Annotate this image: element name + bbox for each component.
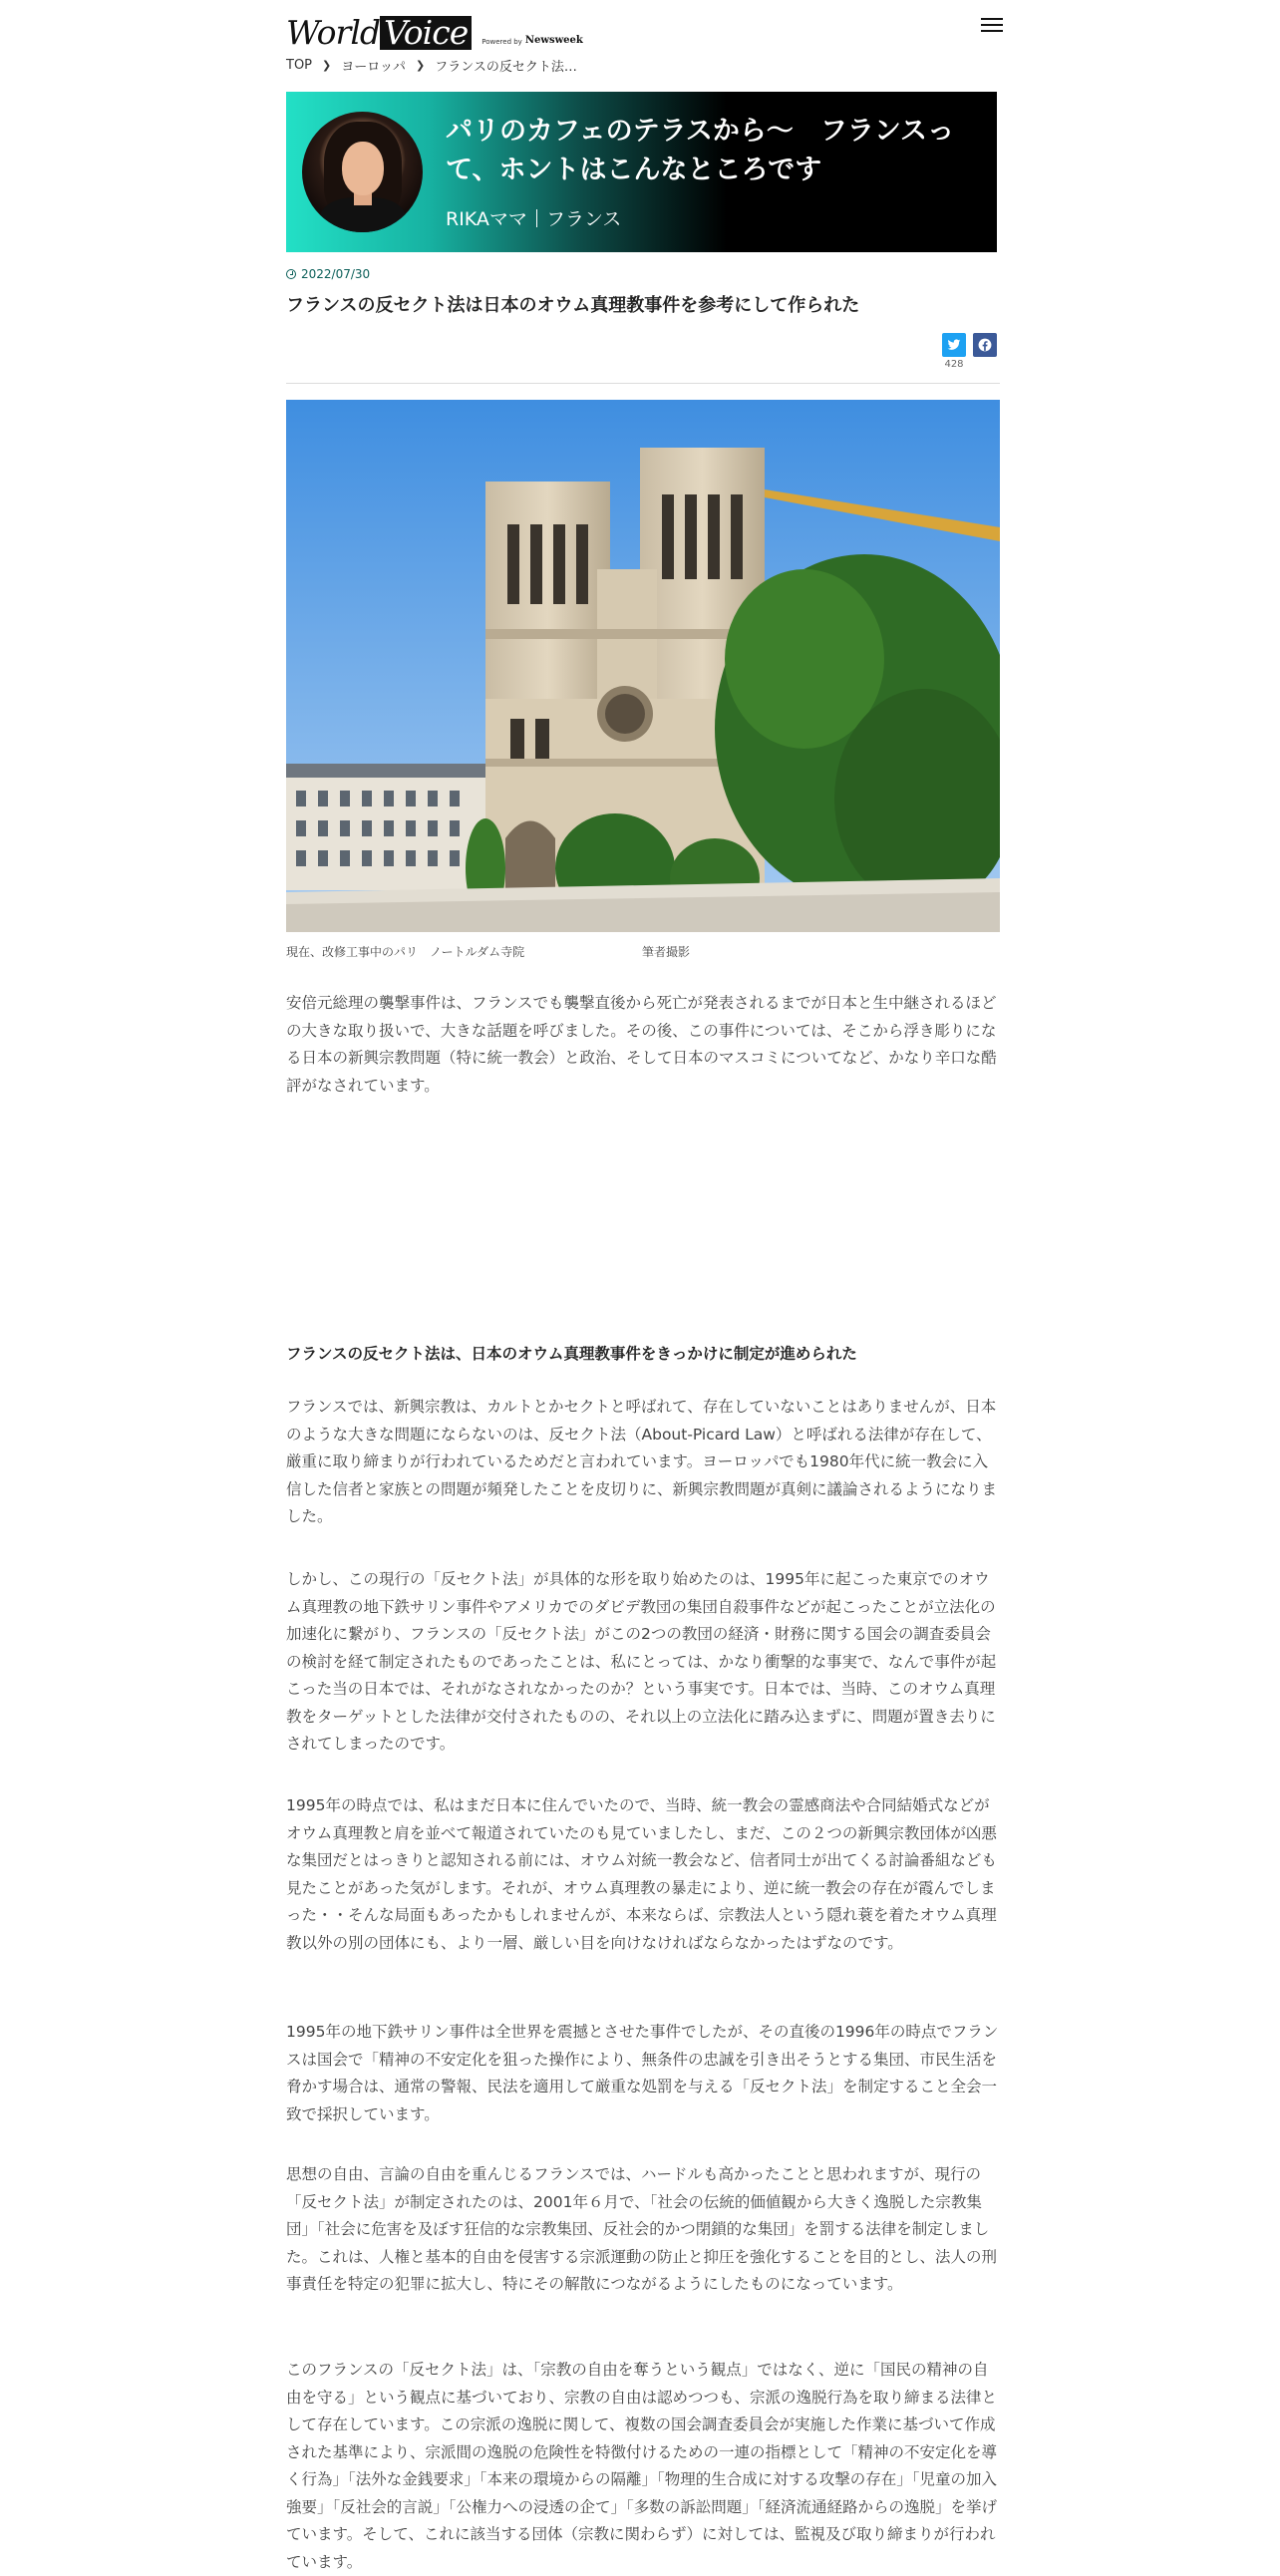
blog-banner[interactable] bbox=[286, 92, 997, 252]
share-bar bbox=[286, 333, 1000, 373]
site-header bbox=[286, 10, 1000, 54]
logo-powered-text: Powered by bbox=[481, 38, 522, 46]
author-name: RIKAママ bbox=[446, 208, 527, 230]
facebook-icon bbox=[978, 338, 992, 352]
author-avatar bbox=[302, 112, 423, 232]
logo-newsweek-text: Newsweek bbox=[524, 35, 583, 46]
logo-world-text: World bbox=[286, 13, 380, 52]
article-paragraph: 思想の自由、言論の自由を重んじるフランスでは、ハードルも高かったことと思われますが、現行の「反セクト法」が制定されたのは、2001年６月で、「社会の伝統的価値観から大きく逸脱した宗教集団」「社会に危害を及ぼす狂信的な宗教集団、反社会的かつ閉鎖的な集団」を罰する法律を制定しました。これは、人権と基本的自由を侵害する宗派運動の防止と抑圧を強化することを目的とし、法人の刑事責任を特定の犯罪に拡大し、特にその解散につながるようにしたものになっています。 bbox=[286, 2165, 998, 2293]
hamburger-menu-icon[interactable] bbox=[981, 14, 1003, 36]
breadcrumb-current: フランスの反セクト法… bbox=[435, 59, 577, 75]
author-line bbox=[446, 204, 621, 231]
photo-caption bbox=[286, 943, 1000, 959]
article-paragraph: 安倍元総理の襲撃事件は、フランスでも襲撃直後から死亡が発表されるまでが日本と生中継されるほどの大きな取り扱いで、大きな話題を呼びました。その後、この事件については、そこから浮き彫りになる日本の新興宗教問題（特に統一教会）と政治、そして日本のマスコミについてなど、かなり辛口な酷評がなされています。 bbox=[286, 994, 997, 1095]
blog-title: パリのカフェのテラスから〜 フランスって、ホントはこんなところです bbox=[446, 116, 955, 185]
breadcrumb-top-link[interactable]: TOP bbox=[286, 57, 313, 73]
twitter-share-button[interactable] bbox=[942, 333, 966, 357]
section-heading: フランスの反セクト法は、日本のオウム真理教事件をきっかけに制定が進められた bbox=[286, 1345, 857, 1363]
article-paragraph: このフランスの「反セクト法」は、「宗教の自由を奪うという観点」ではなく、逆に「国民の精神の自由を守る」という観点に基づいており、宗教の自由は認めつつも、宗派の逸脱行為を取り締まる法律として存在しています。この宗派の逸脱に関して、複数の国会調査委員会が実施した作業に基づいて作成された基準により、宗派間の逸脱の危険性を特徴付けるための一連の指標として「精神の不安定化を導く行為」「法外な金銭要求」「本来の環境からの隔離」「物理的生合成に対する攻撃の存在」「児童の加入強要」「反社会的言説」「公権力への浸透の企て」「多数の訴訟問題」「経済流通経路からの逸脱」を挙げています。そして、これに該当する団体（宗教に関わらず）に対しては、監視及び取り締まりが行われています。 bbox=[286, 2361, 998, 2571]
clock-icon bbox=[286, 269, 296, 279]
worldvoice-logo[interactable] bbox=[286, 12, 583, 50]
logo-voice-text: Voice bbox=[380, 16, 472, 50]
publish-date bbox=[286, 267, 1000, 281]
article-paragraph: 1995年の地下鉄サリン事件は全世界を震撼とさせた事件でしたが、その直後の1996年の時点でフランスは国会で「精神の不安定化を狙った操作により、無条件の忠誠を引き出そうとする集団、市民生活を脅かす場合は、通常の警報、民法を適用して厳重な処罰を与える「反セクト法」を制定すること全会一致で採択しています。 bbox=[286, 2023, 999, 2123]
divider bbox=[286, 383, 1000, 384]
facebook-share-button[interactable] bbox=[973, 333, 997, 357]
share-count: 428 bbox=[944, 359, 964, 370]
article-title: フランスの反セクト法は日本のオウム真理教事件を参考にして作られた bbox=[286, 295, 860, 316]
article-paragraph: しかし、この現行の「反セクト法」が具体的な形を取り始めたのは、1995年に起こった東京でのオウム真理教の地下鉄サリン事件やアメリカでのダビデ教団の集団自殺事件などが起こったことが立法化の加速化に繋がり、フランスの「反セクト法」がこの2つの教団の経済・財務に関する国会の調査委員会の検討を経て制定されたものであったことは、私にとっては、かなり衝撃的な事実で、なんで事件が起こった当の日本では、それがなされなかったのか？という事実です。日本では、当時、このオウム真理教をターゲットとした法律が交付されたものの、それ以上の立法化に踏み込まずに、問題が置き去りにされてしまったのです。 bbox=[286, 1570, 997, 1753]
author-region: フランス bbox=[545, 208, 622, 230]
article-paragraph: 1995年の時点では、私はまだ日本に住んでいたので、当時、統一教会の霊感商法や合同結婚式などがオウム真理教と肩を並べて報道されていたのも見ていましたし、まだ、この２つの新興宗教団体が凶悪な集団だとはっきりと認知される前には、オウム対統一教会など、信者同士が出てくる討論番組なども見たことがあった気がします。それが、オウム真理教の暴走により、逆に統一教会の存在が霞んでしまった・・そんな局面もあったかもしれませんが、本来ならば、宗教法人という隠れ蓑を着たオウム真理教以外の別の団体にも、より一層、厳しい目を向けなければならなかったはずなのです。 bbox=[286, 1796, 997, 1952]
chevron-right-icon: ❯ bbox=[322, 58, 332, 72]
breadcrumb-europe-link[interactable]: ヨーロッパ bbox=[341, 59, 406, 75]
notre-dame-photo bbox=[286, 400, 1000, 932]
article-paragraph: フランスでは、新興宗教は、カルトとかセクトと呼ばれて、存在していないことはありませんが、日本のような大きな問題にならないのは、反セクト法（About-Picard Law）と呼ばれる法律が存在して、厳重に取り締まりが行われているためだと言われています。ヨーロッパでも1980年代に統一教会に入信した信者と家族との問題が頻発したことを皮切りに、新興宗教問題が真剣に議論されるようになりました。 bbox=[286, 1398, 998, 1525]
date-text: 2022/07/30 bbox=[301, 267, 371, 281]
photo-credit: 筆者撮影 bbox=[642, 945, 691, 959]
chevron-right-icon: ❯ bbox=[415, 58, 426, 72]
breadcrumb bbox=[286, 55, 1000, 75]
caption-text: 現在、改修工事中のパリ ノートルダム寺院 bbox=[286, 945, 525, 959]
twitter-icon bbox=[947, 338, 961, 352]
